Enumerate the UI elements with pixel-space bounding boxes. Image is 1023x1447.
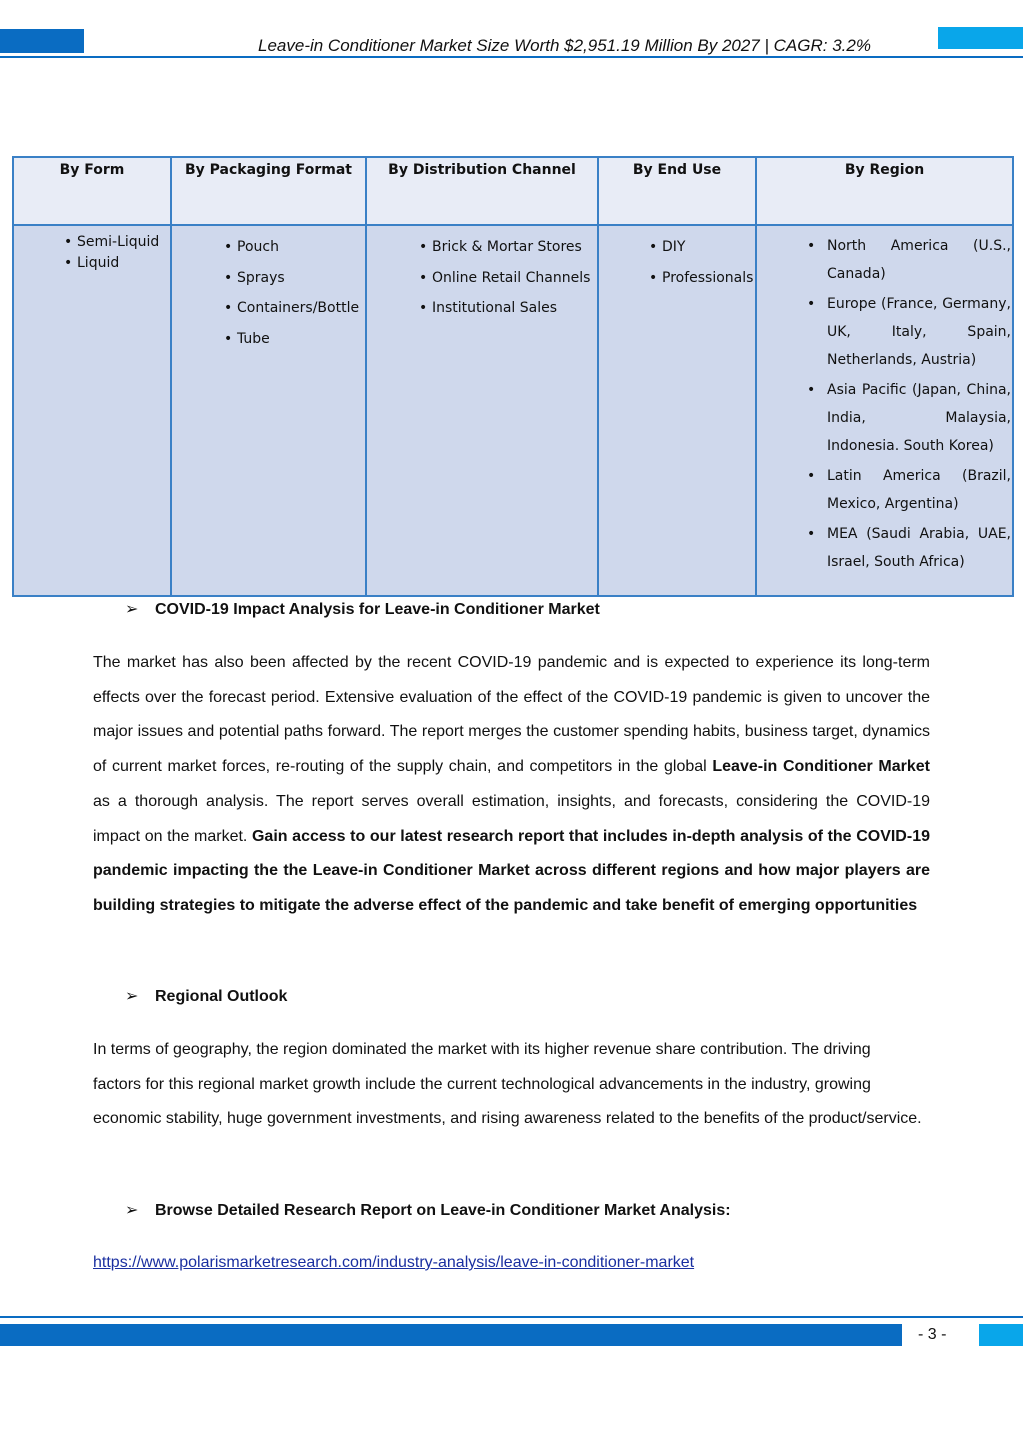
list-item: • MEA (Saudi Arabia, UAE, Israel, South Africa) [807,520,1011,576]
cell-form [13,225,171,596]
report-link[interactable]: https://www.polarismarketresearch.com/industry-analysis/leave-in-conditioner-market [93,1254,695,1271]
list-item: • Europe (France, Germany, UK, Italy, Spain, Netherlands, Austria) [807,290,1011,374]
list-item: • Semi-Liquid [64,232,170,253]
header-by-form: By Form [13,157,171,225]
header-by-distribution-channel: By Distribution Channel [366,157,598,225]
list-item: • DIY [649,232,755,263]
header-by-region: By Region [756,157,1013,225]
list-item: • Institutional Sales [419,293,597,324]
covid-section-heading [125,599,600,619]
covid-paragraph [93,646,930,924]
page-number: - 3 - [918,1326,947,1343]
list-item: • Online Retail Channels [419,263,597,294]
header-accent-bar-left [0,29,84,53]
arrowhead-bullet-icon: ➢ [125,988,139,1005]
segmentation-table [12,156,1014,597]
arrowhead-bullet-icon: ➢ [125,601,139,618]
header-by-packaging-format: By Packaging Format [171,157,366,225]
browse-section-heading [125,1200,731,1220]
table-header-row [13,157,1013,225]
arrowhead-bullet-icon: ➢ [125,1202,139,1219]
list-item: • Liquid [64,253,170,274]
list-item: • Pouch [224,232,365,263]
list-item: • Asia Pacific (Japan, China, India, Malaysia, Indonesia. South Korea) [807,376,1011,460]
regional-paragraph: In terms of geography, the region dominated the market with its higher revenue share contribution. The driving factors for this regional market growth include the current technological advancements in the industry, growing economic stability, huge government investments, and rising awareness related to the benefits of the product/service. [93,1041,922,1128]
list-item: • Sprays [224,263,365,294]
page-header-title: Leave-in Conditioner Market Size Worth $2,951.19 Million By 2027 | CAGR: 3.2% [258,36,871,55]
cell-end-use [598,225,756,596]
cell-distribution [366,225,598,596]
list-item: • North America (U.S., Canada) [807,232,1011,288]
list-item: • Latin America (Brazil, Mexico, Argentina) [807,462,1011,518]
list-item: • Tube [224,324,365,355]
cell-packaging [171,225,366,596]
list-item: • Brick & Mortar Stores [419,232,597,263]
footer-rule [0,1316,1023,1318]
header-accent-bar-right [938,27,1023,49]
regional-section-heading [125,986,287,1006]
header-by-end-use: By End Use [598,157,756,225]
regional-heading-text: Regional Outlook [155,988,288,1005]
footer-accent-bar [0,1324,902,1346]
covid-heading-text: COVID-19 Impact Analysis for Leave-in Conditioner Market [155,601,600,618]
browse-heading-text: Browse Detailed Research Report on Leave-in Conditioner Market Analysis: [155,1202,731,1219]
covid-text-1: The market has also been affected by the recent COVID-19 pandemic and is expected to experience its long-term effects over the forecast period. Extensive evaluation of the effect of the COVID-19 pandemic is given to uncover the major issues and potential paths forward. The report merges the customer spending habits, business target, dynamics of current market forces, re-routing of the supply chain, and competitors in the global [93,654,930,776]
covid-call-to-action: Gain access to our latest research report that includes in-depth analysis of the COVID-19 pandemic impacting the the Leave-in Conditioner Market across different regions and how major players are building strategies to mitigate the adverse effect of the pandemic and take benefit of emerging opportunities [93,827,930,914]
table-row [13,225,1013,596]
footer-accent-bar-right [979,1324,1023,1346]
header-rule [0,56,1023,58]
cell-region [756,225,1013,596]
list-item: • Containers/Bottle [224,293,365,324]
covid-text-2: as a thorough analysis. The report serves overall estimation, insights, and forecasts, considering the COVID-19 impact on the market. [93,792,930,845]
covid-market-name: Leave-in Conditioner Market [712,758,930,776]
list-item: • Professionals [649,263,755,294]
